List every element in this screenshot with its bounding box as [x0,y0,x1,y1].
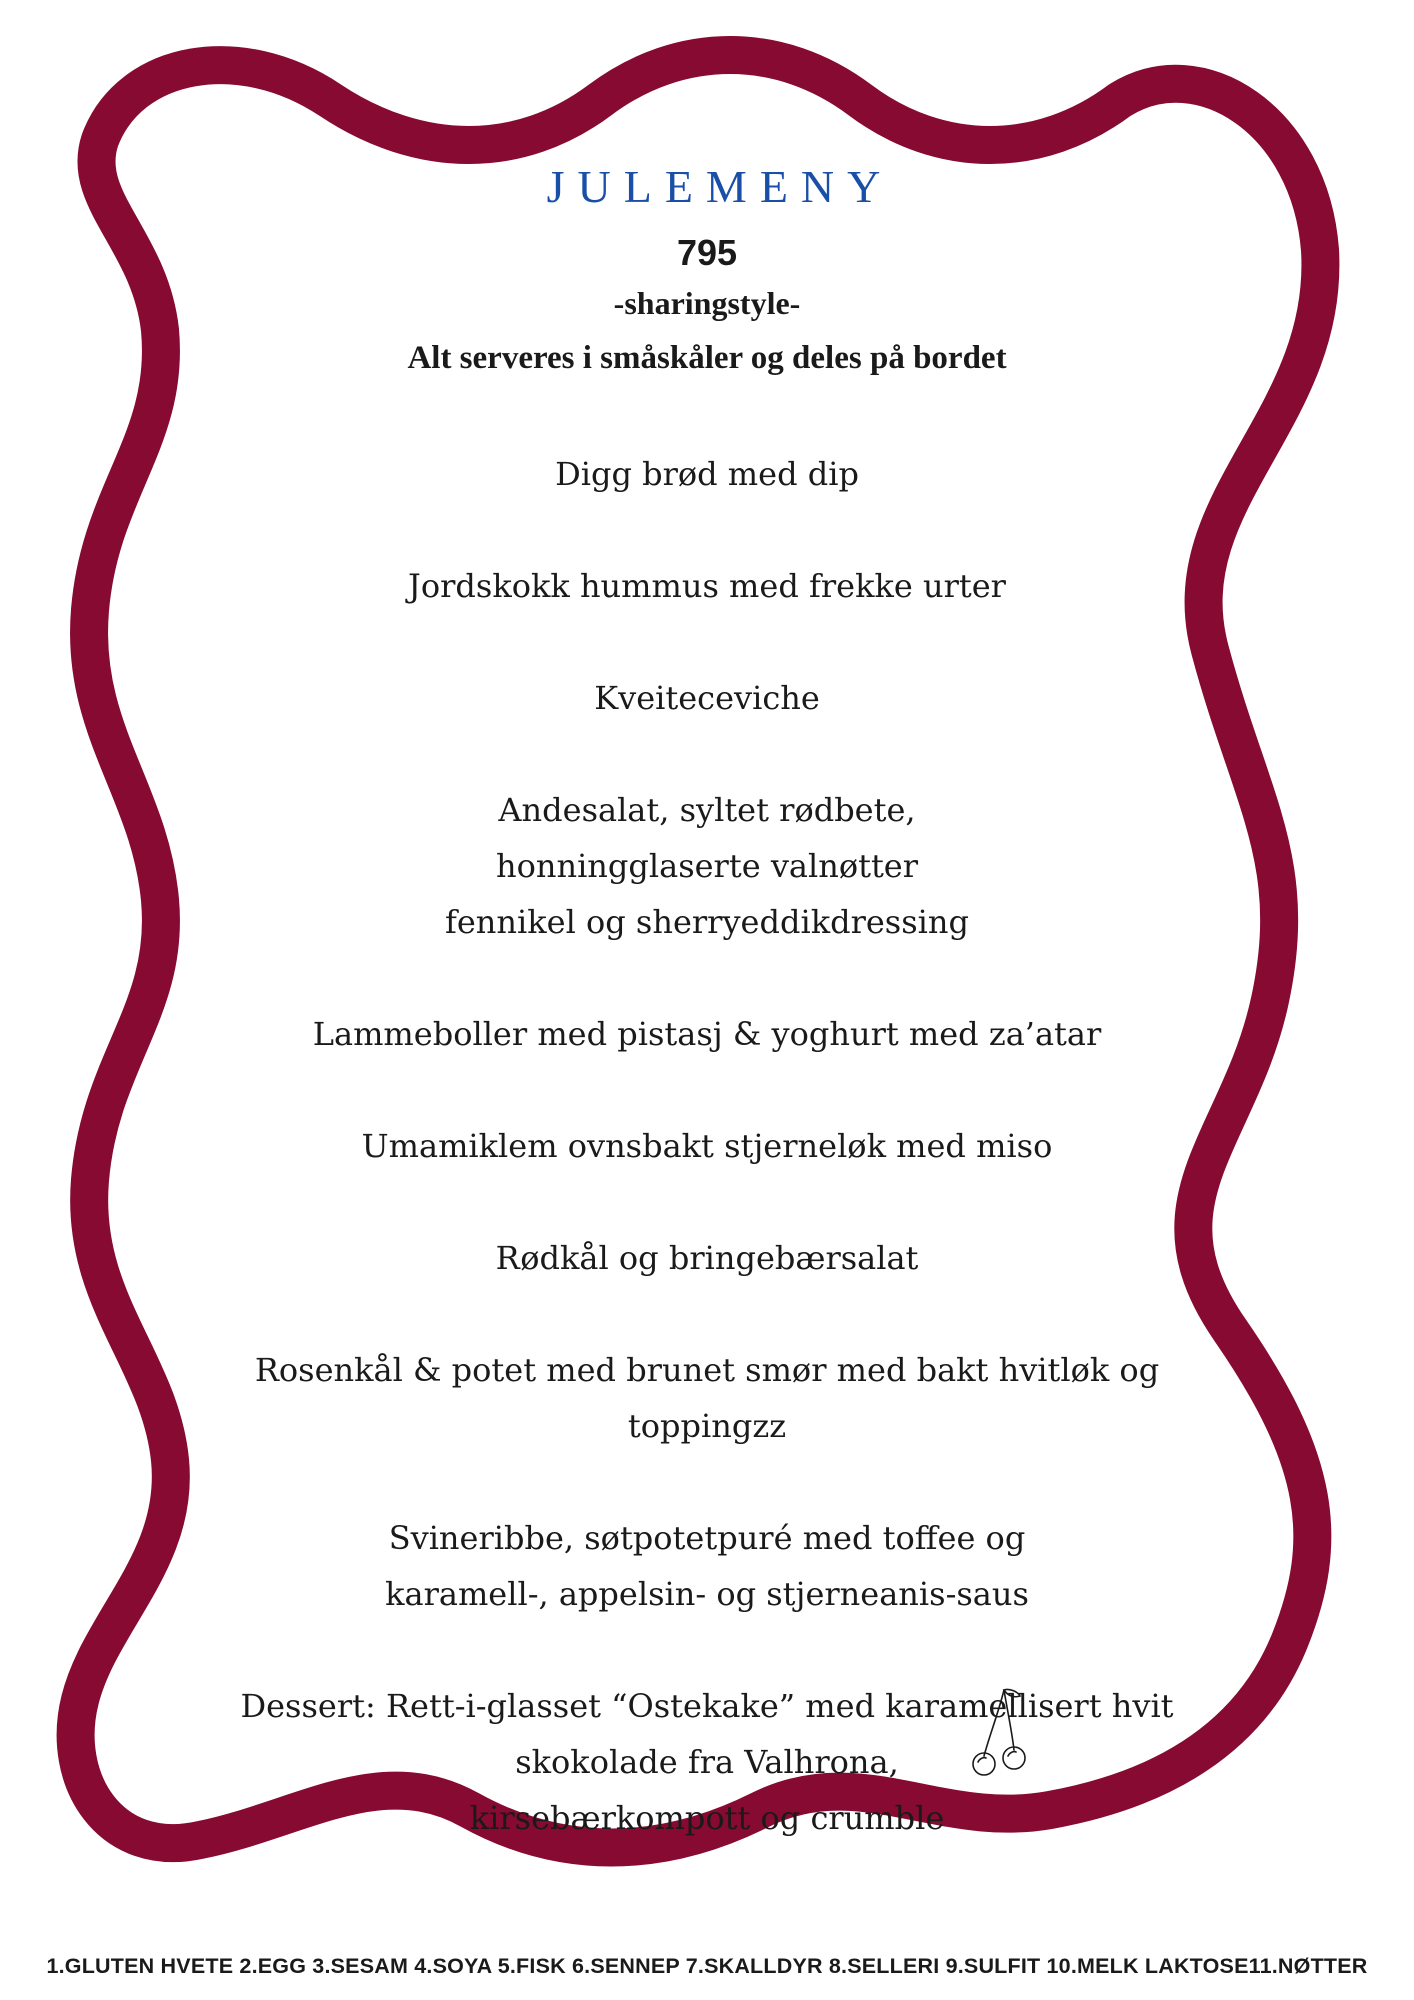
dish-item: Lammeboller med pistasj & yoghurt med za’atar [312,1015,1102,1053]
dish-item: Rosenkål & potet med brunet smør med bakt hvitløk og toppingzz [254,1351,1160,1445]
menu-title: JULEMENY [546,161,894,212]
serving-tagline: Alt serveres i småskåler og deles på bordet [407,340,1007,376]
dish-item: Jordskokk hummus med frekke urter [408,567,1006,605]
dish-item: Rødkål og bringebærsalat [495,1239,919,1277]
dish-item: Umamiklem ovnsbakt stjerneløk med miso [361,1127,1053,1165]
allergen-legend: 1.GLUTEN HVETE 2.EGG 3.SESAM 4.SOYA 5.FISK 6.SENNEP 7.SKALLDYR 8.SELLERI 9.SULFIT 10.MELK LAKTOSE11.NØTTER [46,1954,1368,1978]
dish-item: Dessert: Rett-i-glasset “Ostekake” med karamellisert hvit skokolade fra Valhrona, kirsebærkompott og crumble [240,1687,1174,1837]
dish-item: Kveiteceviche [594,679,820,717]
dish-item: Svineribbe, søtpotetpuré med toffee og karamell-, appelsin- og stjerneanis-saus [385,1519,1029,1613]
dish-list [200,446,1214,1902]
menu-price: 795 [676,232,738,273]
dish-item: Andesalat, syltet rødbete, honningglaserte valnøtter fennikel og sherryeddikdressing [445,791,969,941]
serving-style: -sharingstyle- [613,285,801,321]
dish-item: Digg brød med dip [555,455,859,493]
cherry-icon [968,1684,1036,1780]
